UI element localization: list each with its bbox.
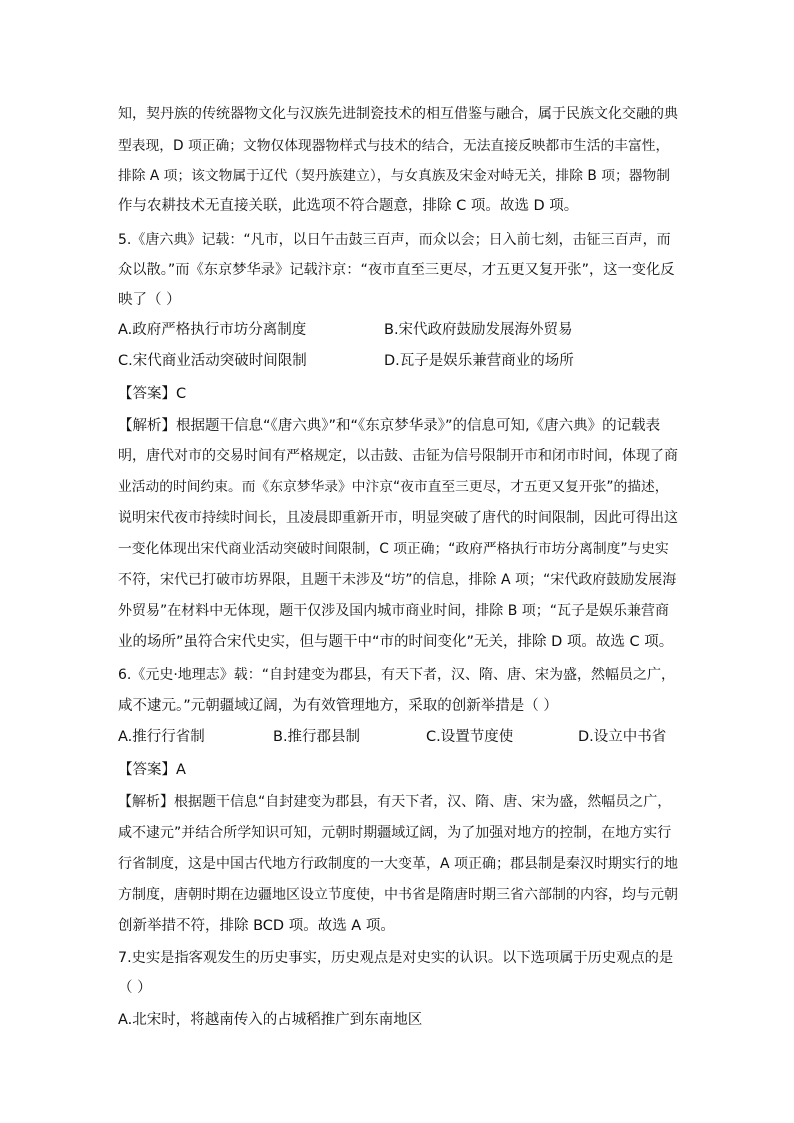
question-7-option-a: A.北宋时，将越南传入的占城稻推广到东南地区: [118, 1012, 423, 1028]
option-d: D.设立中书省: [578, 729, 667, 745]
option-d: D.瓦子是娱乐兼营商业的场所: [384, 353, 574, 369]
question-6-stem: 咸不逮元。”元朝疆域辽阔，为有效管理地方，采取的创新举措是（ ）: [118, 698, 558, 714]
answer-label: 【答案】C: [118, 386, 187, 402]
analysis-line: 一变化体现出宋代商业活动突破时间限制，C 项正确；“政府严格执行市坊分离制度”与史实: [118, 541, 669, 557]
analysis-line: 【解析】根据题干信息“《唐六典》”和“《东京梦华录》”的信息可知,《唐六典》的记载表: [118, 418, 661, 434]
text-line: 知，契丹族的传统器物文化与汉族先进制瓷技术的相互借鉴与融合，属于民族文化交融的典: [118, 106, 678, 122]
analysis-line: 业活动的时间约束。而《东京梦华录》中汴京“夜市直至三更尽，才五更又复开张”的描述，: [118, 479, 669, 495]
answer-label: 【答案】A: [118, 762, 186, 778]
analysis-line: 业的场所”虽符合宋代史实，但与题干中“市的时间变化”无关，排除 D 项。故选 C 项。: [118, 634, 674, 650]
option-b: B.推行郡县制: [273, 729, 361, 745]
option-c: C.宋代商业活动突破时间限制: [118, 353, 307, 369]
question-5-options-row: [118, 320, 678, 340]
text-line: 作与农耕技术无直接关联，此选项不符合题意，排除 C 项。故选 D 项。: [118, 198, 579, 214]
analysis-line: 明，唐代对市的交易时间有严格规定，以击鼓、击钲为信号限制开市和闭市时间，体现了商: [118, 448, 678, 464]
question-5-stem: 映了（ ）: [118, 292, 181, 308]
analysis-line: 创新举措不符，排除 BCD 项。故选 A 项。: [118, 918, 395, 934]
analysis-line: 外贸易”在材料中无体现，题干仅涉及国内城市商业时间，排除 B 项；“瓦子是娱乐兼营商: [118, 603, 670, 619]
text-line: 型表现，D 项正确；文物仅体现器物样式与技术的结合，无法直接反映都市生活的丰富性，: [118, 138, 670, 154]
analysis-line: 行省制度，这是中国古代地方行政制度的一大变革，A 项正确；郡县制是秦汉时期实行的地: [118, 856, 678, 872]
text-line: 排除 A 项；该文物属于辽代（契丹族建立），与女真族及宋金对峙无关，排除 B 项；器物制: [118, 168, 670, 184]
question-6-stem: 6.《元史·地理志》载：“自封建变为郡县，有天下者，汉、隋、唐、宋为盛，然幅员之广，: [118, 667, 676, 683]
option-c: C.设置节度使: [426, 729, 514, 745]
question-5-stem: 5.《唐六典》记载：“凡市，以日午击鼓三百声，而众以会；日入前七刻，击钲三百声，而: [118, 232, 671, 248]
option-a: A.政府严格执行市坊分离制度: [118, 322, 307, 338]
analysis-line: 不符，宋代已打破市坊界限，且题干未涉及“坊”的信息，排除 A 项；“宋代政府鼓励发展海: [118, 572, 677, 588]
option-a: A.推行行省制: [118, 729, 205, 745]
analysis-line: 说明宋代夜市持续时间长，且凌晨即重新开市，明显突破了唐代的时间限制，因此可得出这: [118, 510, 678, 526]
question-7-stem: 7.史实是指客观发生的历史事实，历史观点是对史实的认识。以下选项属于历史观点的是: [118, 950, 674, 966]
question-7-stem: （ ）: [118, 980, 152, 996]
analysis-line: 方制度，唐朝时期在边疆地区设立节度使，中书省是隋唐时期三省六部制的内容，均与元朝: [118, 887, 678, 903]
option-b: B.宋代政府鼓励发展海外贸易: [384, 322, 573, 338]
question-6-options-row: [118, 727, 678, 747]
question-5-stem: 众以散。”而《东京梦华录》记载汴京：“夜市直至三更尽，才五更又复开张”，这一变化反: [118, 262, 675, 278]
analysis-line: 咸不逮元”并结合所学知识可知，元朝时期疆域辽阔，为了加强对地方的控制，在地方实行: [118, 825, 672, 841]
analysis-line: 【解析】根据题干信息“自封建变为郡县，有天下者，汉、隋、唐、宋为盛，然幅员之广，: [118, 794, 672, 810]
question-5-options-row: [118, 351, 678, 371]
